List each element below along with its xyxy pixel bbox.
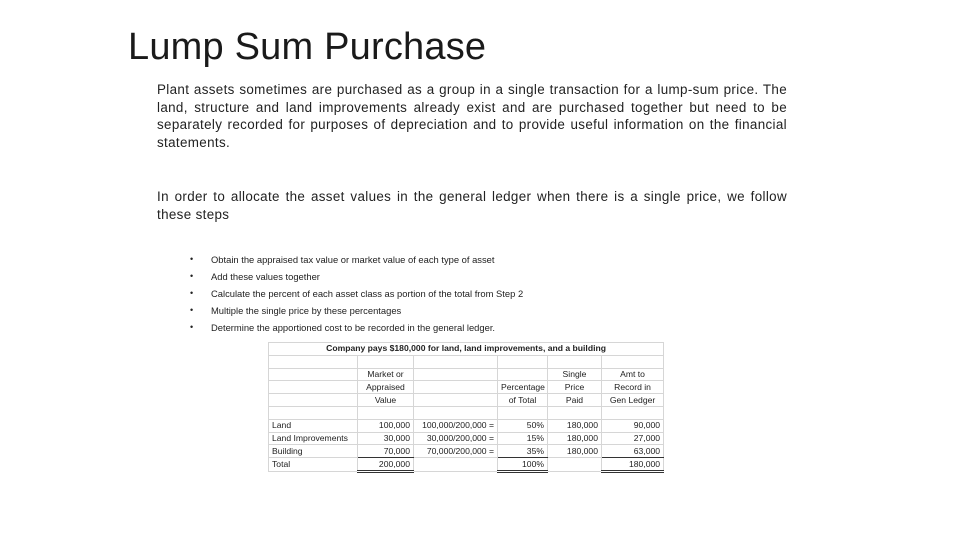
row-percentage: 50% xyxy=(498,419,548,432)
step-item: • Obtain the appraised tax value or market value of each type of asset xyxy=(190,251,523,268)
header-amount-3: Gen Ledger xyxy=(602,394,664,407)
step-item: • Add these values together xyxy=(190,268,523,285)
header-price-1: Single xyxy=(548,368,602,381)
row-value: 100,000 xyxy=(358,419,414,432)
step-item: • Multiple the single price by these percentages xyxy=(190,302,523,319)
table-row xyxy=(269,445,664,458)
total-label: Total xyxy=(269,458,358,472)
row-label: Land xyxy=(269,419,358,432)
table-row xyxy=(269,419,664,432)
header-market-3: Value xyxy=(358,394,414,407)
intro-paragraph: Plant assets sometimes are purchased as a group in a single transaction for a lump-sum price. The land, structure and land improvements already exist and are purchased together but need to be separately recorded for purposes of depreciation and to provide useful information on the financial statements. xyxy=(157,82,787,150)
row-amount: 90,000 xyxy=(602,419,664,432)
header-amount-2: Record in xyxy=(602,381,664,394)
total-percentage: 100% xyxy=(498,458,548,472)
row-amount: 63,000 xyxy=(602,445,664,458)
steps-intro-paragraph: In order to allocate the asset values in the general ledger when there is a single price, we follow these steps xyxy=(157,189,787,222)
total-amount: 180,000 xyxy=(602,458,664,472)
header-percentage-2: of Total xyxy=(498,394,548,407)
table-caption: Company pays $180,000 for land, land improvements, and a building xyxy=(269,343,664,356)
row-price: 180,000 xyxy=(548,419,602,432)
step-item: • Determine the apportioned cost to be recorded in the general ledger. xyxy=(190,319,523,336)
row-value: 30,000 xyxy=(358,432,414,445)
row-percentage: 15% xyxy=(498,432,548,445)
table-row xyxy=(269,432,664,445)
row-label: Building xyxy=(269,445,358,458)
step-item: • Calculate the percent of each asset class as portion of the total from Step 2 xyxy=(190,285,523,302)
row-price: 180,000 xyxy=(548,432,602,445)
header-amount-1: Amt to xyxy=(602,368,664,381)
row-price: 180,000 xyxy=(548,445,602,458)
slide-title: Lump Sum Purchase xyxy=(128,26,487,68)
total-value: 200,000 xyxy=(358,458,414,472)
row-calc: 30,000/200,000 = xyxy=(414,432,498,445)
row-calc: 70,000/200,000 = xyxy=(414,445,498,458)
row-percentage: 35% xyxy=(498,445,548,458)
row-label: Land Improvements xyxy=(269,432,358,445)
row-amount: 27,000 xyxy=(602,432,664,445)
header-market-2: Appraised xyxy=(358,381,414,394)
total-row xyxy=(269,458,664,472)
header-price-2: Price xyxy=(548,381,602,394)
steps-list xyxy=(190,251,523,336)
allocation-spreadsheet xyxy=(268,342,663,471)
allocation-table xyxy=(268,342,664,473)
header-percentage-1: Percentage xyxy=(498,381,548,394)
header-market-1: Market or xyxy=(358,368,414,381)
row-calc: 100,000/200,000 = xyxy=(414,419,498,432)
row-value: 70,000 xyxy=(358,445,414,458)
header-price-3: Paid xyxy=(548,394,602,407)
